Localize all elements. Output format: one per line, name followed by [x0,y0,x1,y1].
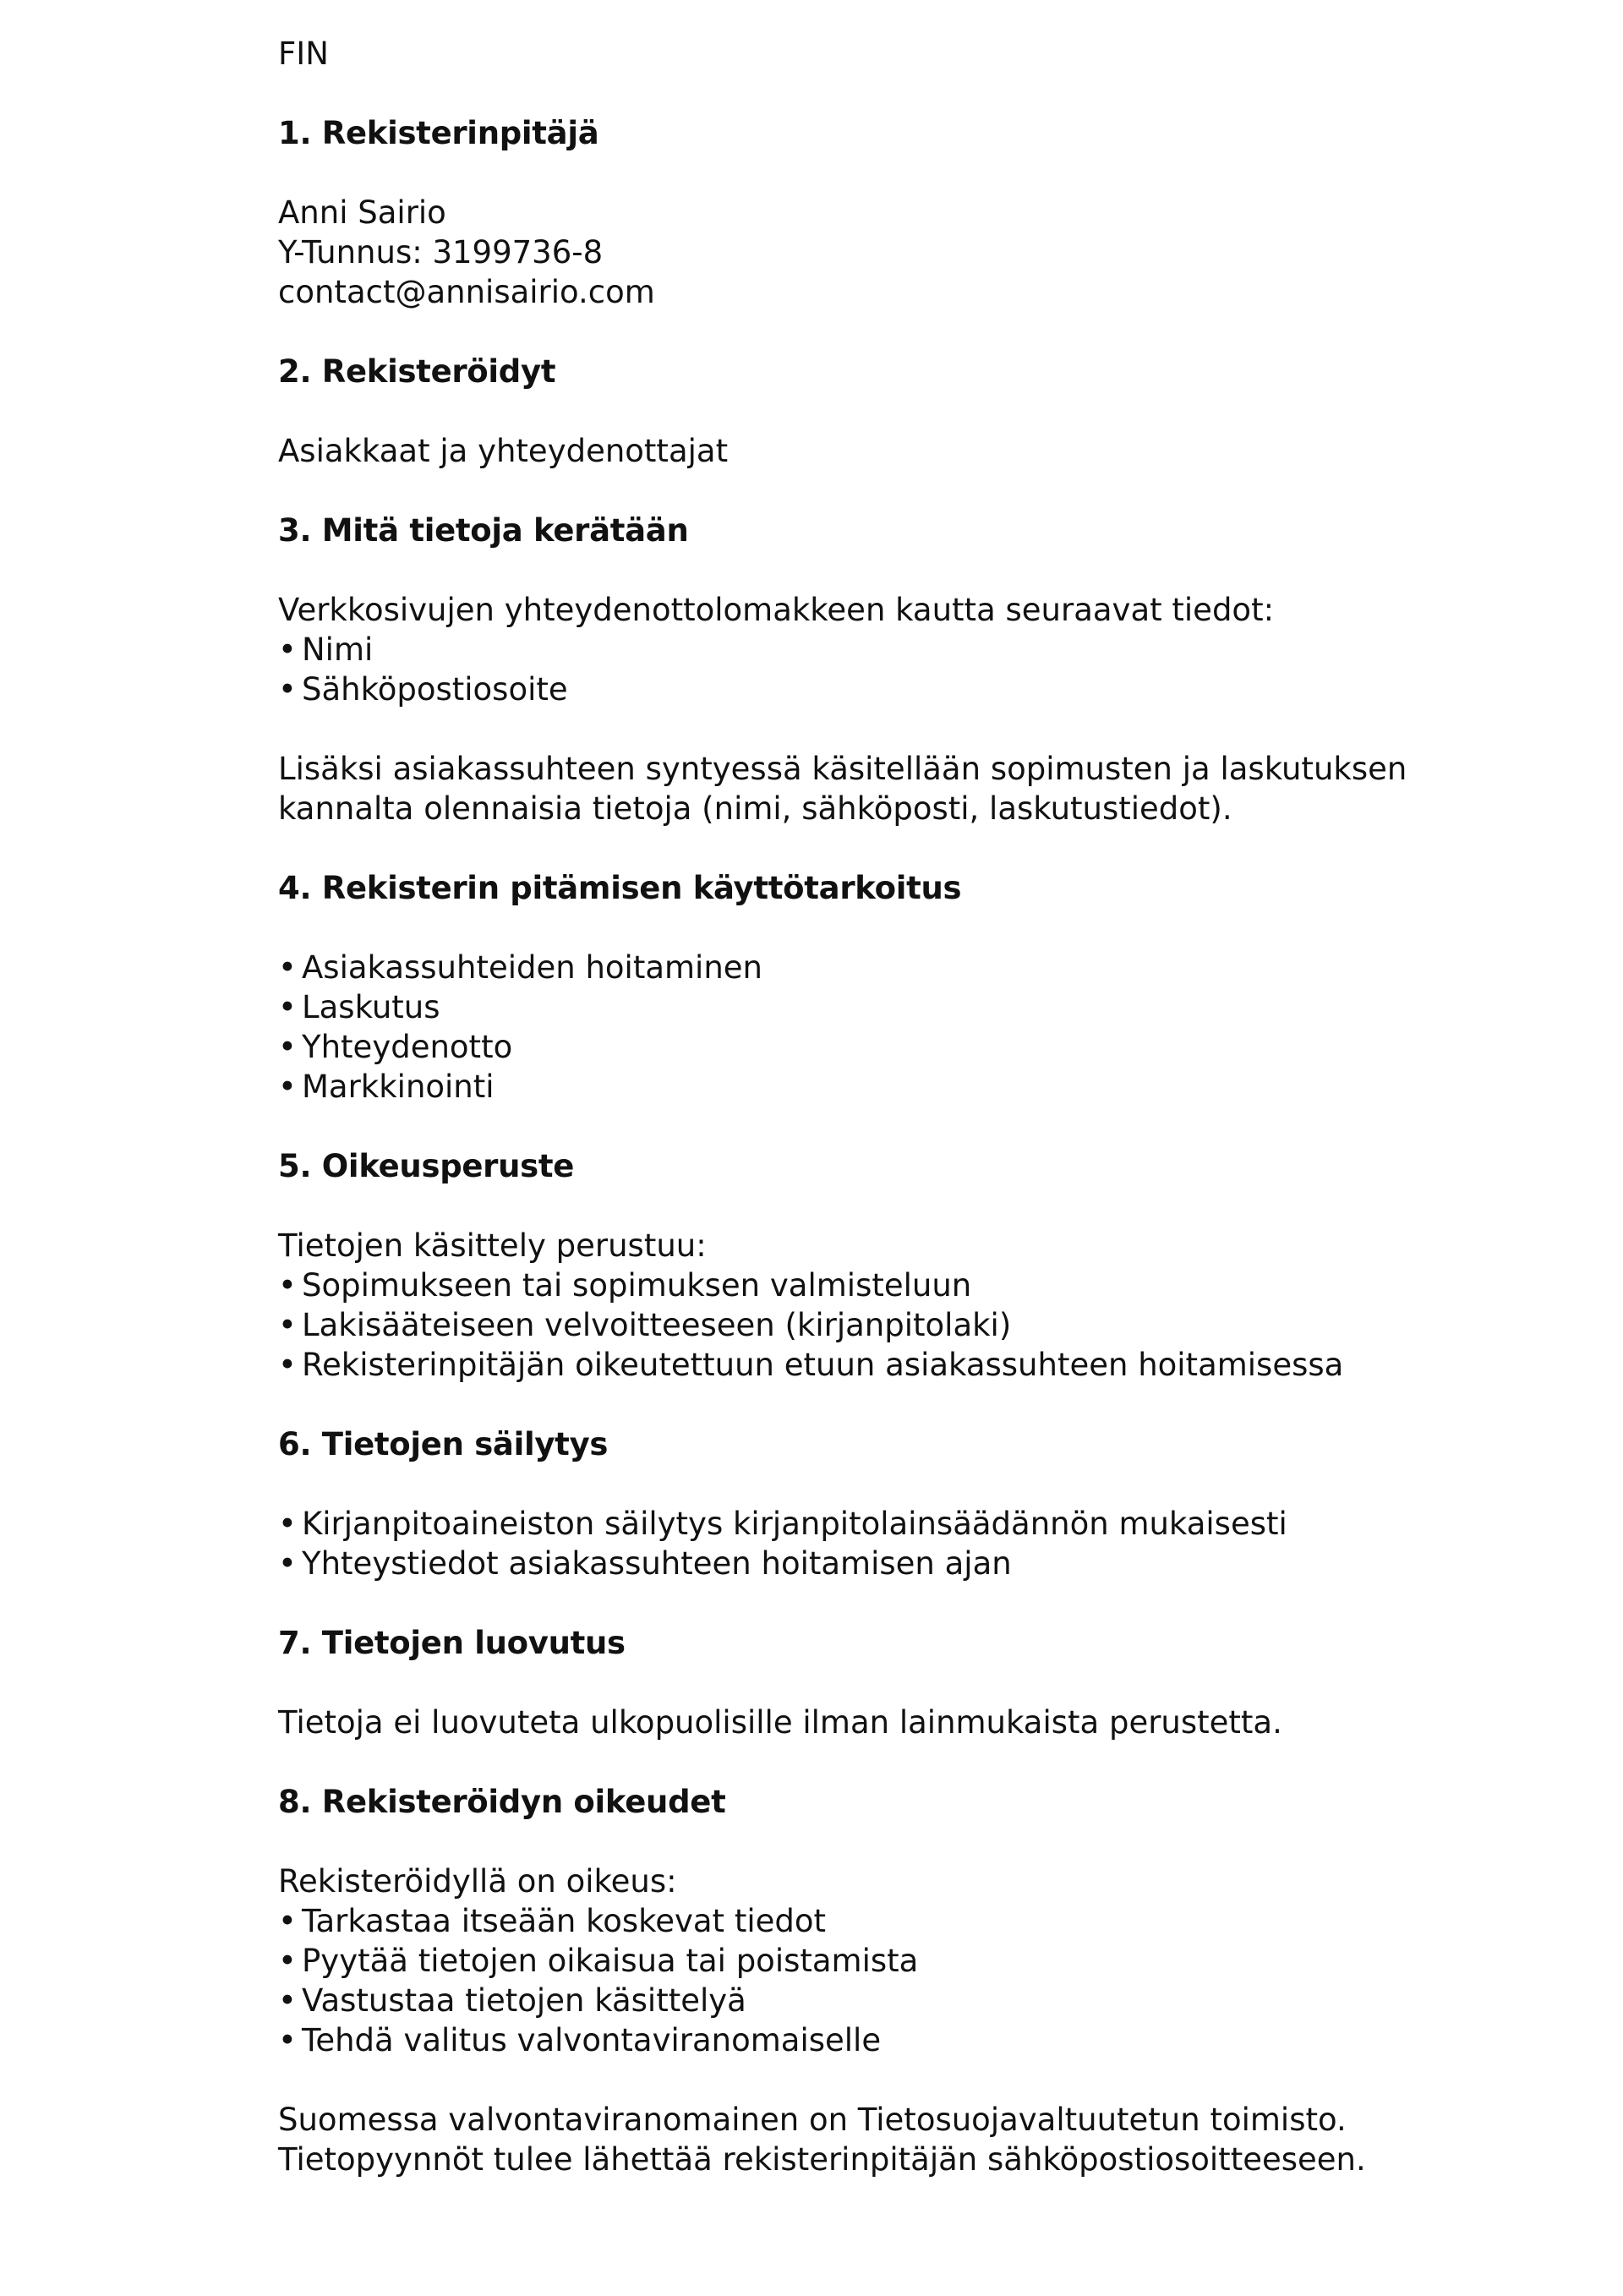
list-item: • Lakisääteiseen velvoitteeseen (kirjanpitolaki) [278,1307,1012,1343]
section-body [278,1504,1546,1583]
section-disclosure [278,1623,1546,1742]
section-body [278,590,1546,828]
list-item: • Pyytää tietojen oikaisua tai poistamista [278,1943,919,1979]
bullet-icon: • [278,631,297,668]
bullet-icon: • [278,1307,297,1343]
intro-text: Verkkosivujen yhteydenottolomakkeen kautta seuraavat tiedot: [278,592,1275,628]
section-heading: 6. Tietojen säilytys [278,1426,609,1462]
list-item: • Tehdä valitus valvontaviranomaiselle [278,2022,882,2058]
bullet-icon: • [278,1506,297,1542]
list-item: • Yhteydenotto [278,1029,513,1065]
list-item: • Asiakassuhteiden hoitaminen [278,949,762,986]
section-data-subjects [278,352,1546,471]
section-body [278,1226,1546,1385]
list-item: • Laskutus [278,989,440,1025]
section-body [278,193,1546,312]
section-legal-basis [278,1146,1546,1385]
controller-name: Anni Sairio [278,194,446,231]
section-body [278,431,1546,471]
list-item: • Sopimukseen tai sopimuksen valmisteluun [278,1267,972,1304]
body-text: Asiakkaat ja yhteydenottajat [278,433,729,469]
bullet-icon: • [278,2022,297,2058]
privacy-policy-document [278,34,1546,2179]
body-text: Tietopyynnöt tulee lähettää rekisterinpitäjän sähköpostiosoitteeseen. [278,2141,1366,2178]
bullet-icon: • [278,1069,297,1105]
language-label: FIN [278,36,329,72]
paragraph [278,2100,1546,2179]
list-item: • Kirjanpitoaineiston säilytys kirjanpitolainsäädännön mukaisesti [278,1506,1287,1542]
bullet-icon: • [278,1903,297,1939]
list-item: • Tarkastaa itseään koskevat tiedot [278,1903,827,1939]
intro-text: Rekisteröidyllä on oikeus: [278,1863,677,1900]
section-heading: 4. Rekisterin pitämisen käyttötarkoitus [278,870,962,906]
section-heading: 1. Rekisterinpitäjä [278,115,599,151]
section-retention [278,1424,1546,1583]
section-heading: 5. Oikeusperuste [278,1148,575,1184]
body-text: Tietoja ei luovuteta ulkopuolisille ilman lainmukaista perustetta. [278,1704,1282,1741]
section-body [278,948,1546,1107]
section-controller [278,113,1546,312]
bullet-icon: • [278,1982,297,2019]
bullet-icon: • [278,1347,297,1383]
section-heading: 2. Rekisteröidyt [278,353,556,390]
bullet-icon: • [278,1029,297,1065]
list-item: • Nimi [278,631,374,668]
section-body [278,1703,1546,1742]
business-id: Y-Tunnus: 3199736-8 [278,234,604,271]
bullet-icon: • [278,989,297,1025]
body-text: Suomessa valvontaviranomainen on Tietosuojavaltuutetun toimisto. [278,2102,1347,2138]
bullet-icon: • [278,671,297,708]
body-text: kannalta olennaisia tietoja (nimi, sähköposti, laskutustiedot). [278,790,1232,827]
bullet-icon: • [278,1943,297,1979]
list-item: • Vastustaa tietojen käsittelyä [278,1982,746,2019]
list-item: • Rekisterinpitäjän oikeutettuun etuun asiakassuhteen hoitamisessa [278,1347,1344,1383]
paragraph [278,749,1546,828]
intro-text: Tietojen käsittely perustuu: [278,1227,707,1264]
section-heading: 3. Mitä tietoja kerätään [278,512,689,549]
contact-email: contact@annisairio.com [278,274,655,310]
list-item: • Yhteystiedot asiakassuhteen hoitamisen ajan [278,1545,1012,1582]
section-purpose [278,868,1546,1107]
list-item: • Sähköpostiosoite [278,671,568,708]
bullet-icon: • [278,1267,297,1304]
section-body [278,1861,1546,2179]
section-heading: 8. Rekisteröidyn oikeudet [278,1784,726,1820]
section-heading: 7. Tietojen luovutus [278,1625,626,1661]
bullet-icon: • [278,949,297,986]
list-item: • Markkinointi [278,1069,495,1105]
section-collected-data [278,511,1546,828]
bullet-icon: • [278,1545,297,1582]
body-text: Lisäksi asiakassuhteen syntyessä käsitellään sopimusten ja laskutuksen [278,751,1407,787]
section-subject-rights [278,1782,1546,2179]
